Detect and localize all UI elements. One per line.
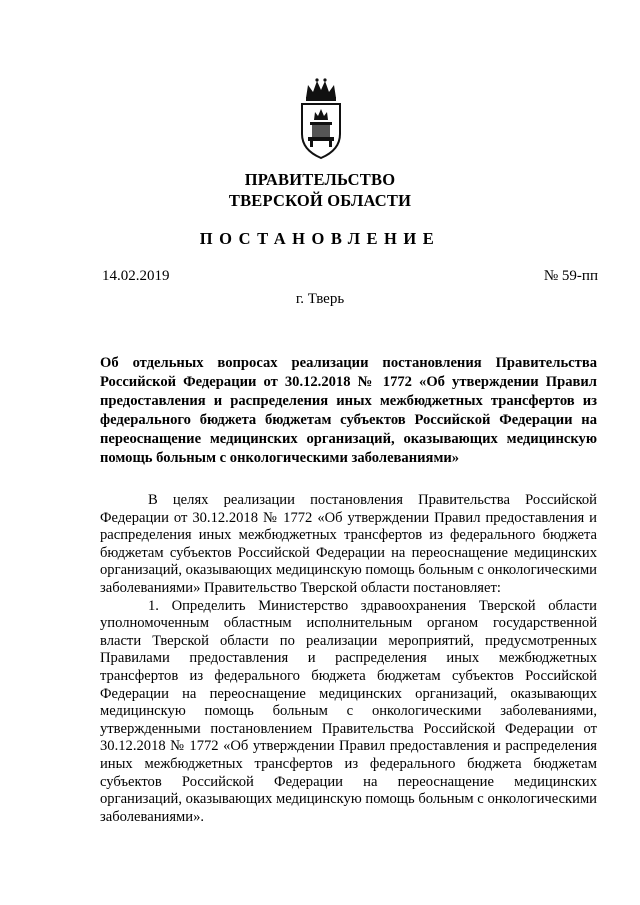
document-type-heading: ПОСТАНОВЛЕНИЕ [199, 229, 441, 248]
body-paragraph-preamble: В целях реализации постановления Правительства Российской Федерации от 30.12.2018 № 1772 «Об утверждении Правил предоставления и распределения иных межбюджетных трансфертов из федерального бюджета бюджетам субъектов Российской Федерации на переоснащение медицинских организаций, оказывающих медицинскую помощь больным с онкологическими заболеваниями» Правительство Тверской области постановляет: [100, 492, 597, 596]
document-body [100, 492, 597, 826]
document-city: г. Тверь [295, 291, 345, 307]
crown-throne-icon [296, 76, 346, 160]
body-paragraph-1: 1. Определить Министерство здравоохранения Тверской области уполномоченным областным исполнительным органом государственной власти Тверской области по реализации мероприятий, предусмотренных Правилами предоставления и распределения иных межбюджетных трансфертов из федерального бюджета бюджетам субъектов Российской Федерации на переоснащение медицинских организаций, оказывающих медицинскую помощь больным с онкологическими заболеваниями, утвержденными постановлением Правительства Российской Федерации от 30.12.2018 № 1772 «Об утверждении Правил предоставления и распределения иных межбюджетных трансфертов из федерального бюджета бюджетам субъектов Российской Федерации на переоснащение медицинских организаций, оказывающих медицинскую помощь больным с онкологическими заболеваниями». [100, 597, 597, 825]
document-title: Об отдельных вопросах реализации постановления Правительства Российской Федерации от 30.12.2018 № 1772 «Об утверждении Правил предоставления и распределения иных межбюджетных трансфертов из федерального бюджета бюджетам субъектов Российской Федерации на переоснащение медицинских организаций, оказывающих медицинскую помощь больным с онкологическими заболеваниями» [100, 355, 597, 467]
government-name-line2: ТВЕРСКОЙ ОБЛАСТИ [228, 191, 412, 210]
document-number: № 59-пп [543, 268, 598, 284]
document-date: 14.02.2019 [102, 268, 170, 284]
government-name-line1: ПРАВИТЕЛЬСТВО [244, 170, 396, 189]
coat-of-arms-emblem [296, 76, 346, 160]
